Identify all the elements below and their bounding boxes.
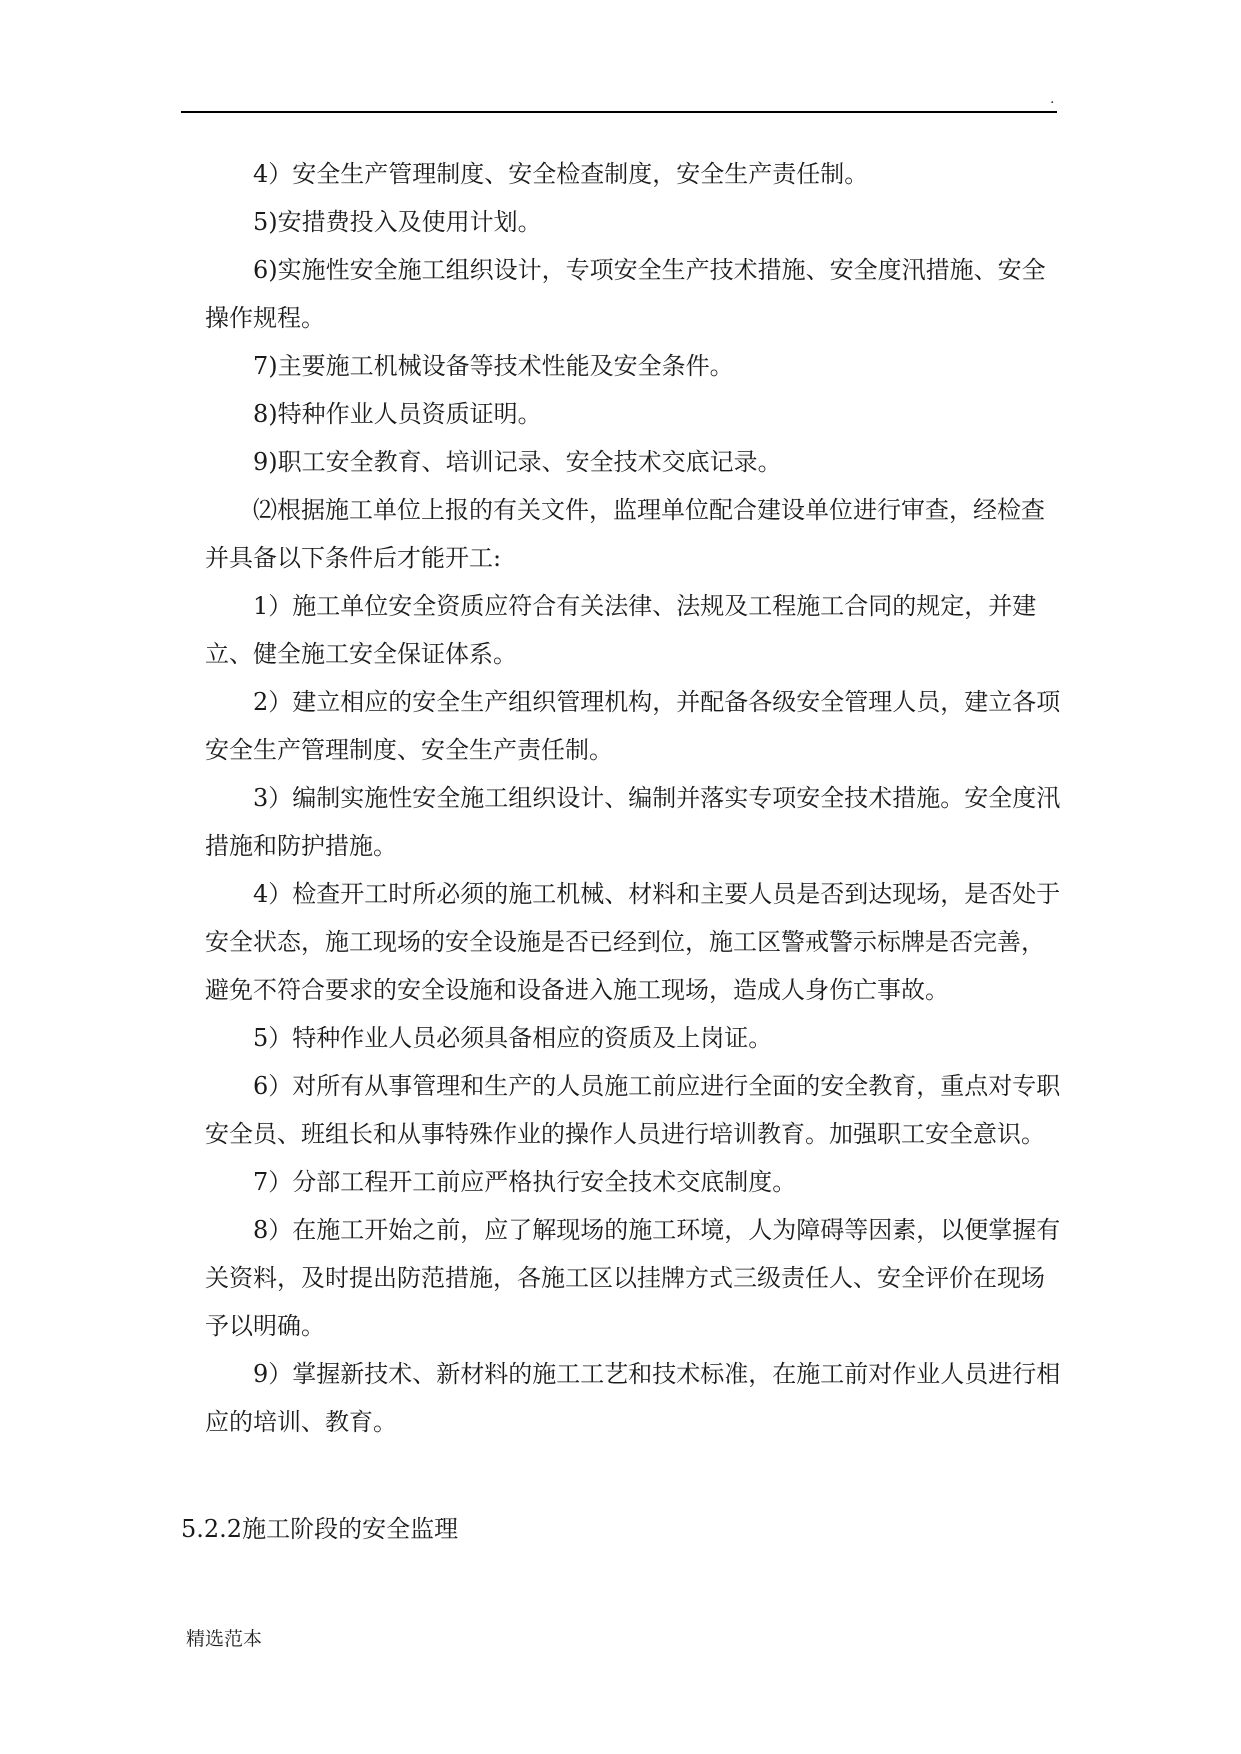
paragraph: 8）在施工开始之前，应了解现场的施工环境，人为障碍等因素，以便掌握有关资料，及时提出防范措施，各施工区以挂牌方式三级责任人、安全评价在现场予以明确。 [205,1216,1061,1340]
header-mark: . [1050,91,1055,107]
header-rule [181,111,1057,113]
paragraph: 9)职工安全教育、培训记录、安全技术交底记录。 [253,448,782,476]
paragraph: 1）施工单位安全资质应符合有关法律、法规及工程施工合同的规定，并建立、健全施工安全保证体系。 [205,592,1037,668]
paragraph: 4）检查开工时所必须的施工机械、材料和主要人员是否到达现场，是否处于安全状态，施工现场的安全设施是否已经到位，施工区警戒警示标牌是否完善，避免不符合要求的安全设施和设备进入施工现场，造成人身伤亡事故。 [205,880,1061,1004]
paragraph: 9）掌握新技术、新材料的施工工艺和技术标准，在施工前对作业人员进行相应的培训、教育。 [205,1360,1061,1436]
paragraph: 8)特种作业人员资质证明。 [253,400,542,428]
paragraph: 6）对所有从事管理和生产的人员施工前应进行全面的安全教育，重点对专职安全员、班组长和从事特殊作业的操作人员进行培训教育。加强职工安全意识。 [205,1072,1061,1148]
document-body [205,150,1061,1446]
section-heading: 5.2.2施工阶段的安全监理 [181,1515,459,1543]
paragraph: 2）建立相应的安全生产组织管理机构，并配备各级安全管理人员，建立各项安全生产管理制度、安全生产责任制。 [205,688,1061,764]
paragraph: 7）分部工程开工前应严格执行安全技术交底制度。 [253,1168,797,1196]
paragraph: 4）安全生产管理制度、安全检查制度，安全生产责任制。 [253,160,869,188]
paragraph: 5)安措费投入及使用计划。 [253,208,542,236]
paragraph: 5）特种作业人员必须具备相应的资质及上岗证。 [253,1024,773,1052]
paragraph: 6)实施性安全施工组织设计，专项安全生产技术措施、安全度汛措施、安全操作规程。 [205,256,1046,332]
paragraph: 3）编制实施性安全施工组织设计、编制并落实专项安全技术措施。安全度汛措施和防护措施。 [205,784,1061,860]
paragraph: ⑵根据施工单位上报的有关文件，监理单位配合建设单位进行审查，经检查并具备以下条件后才能开工: [205,496,1045,572]
footer-text: 精选范本 [186,1628,263,1650]
paragraph: 7)主要施工机械设备等技术性能及安全条件。 [253,352,734,380]
